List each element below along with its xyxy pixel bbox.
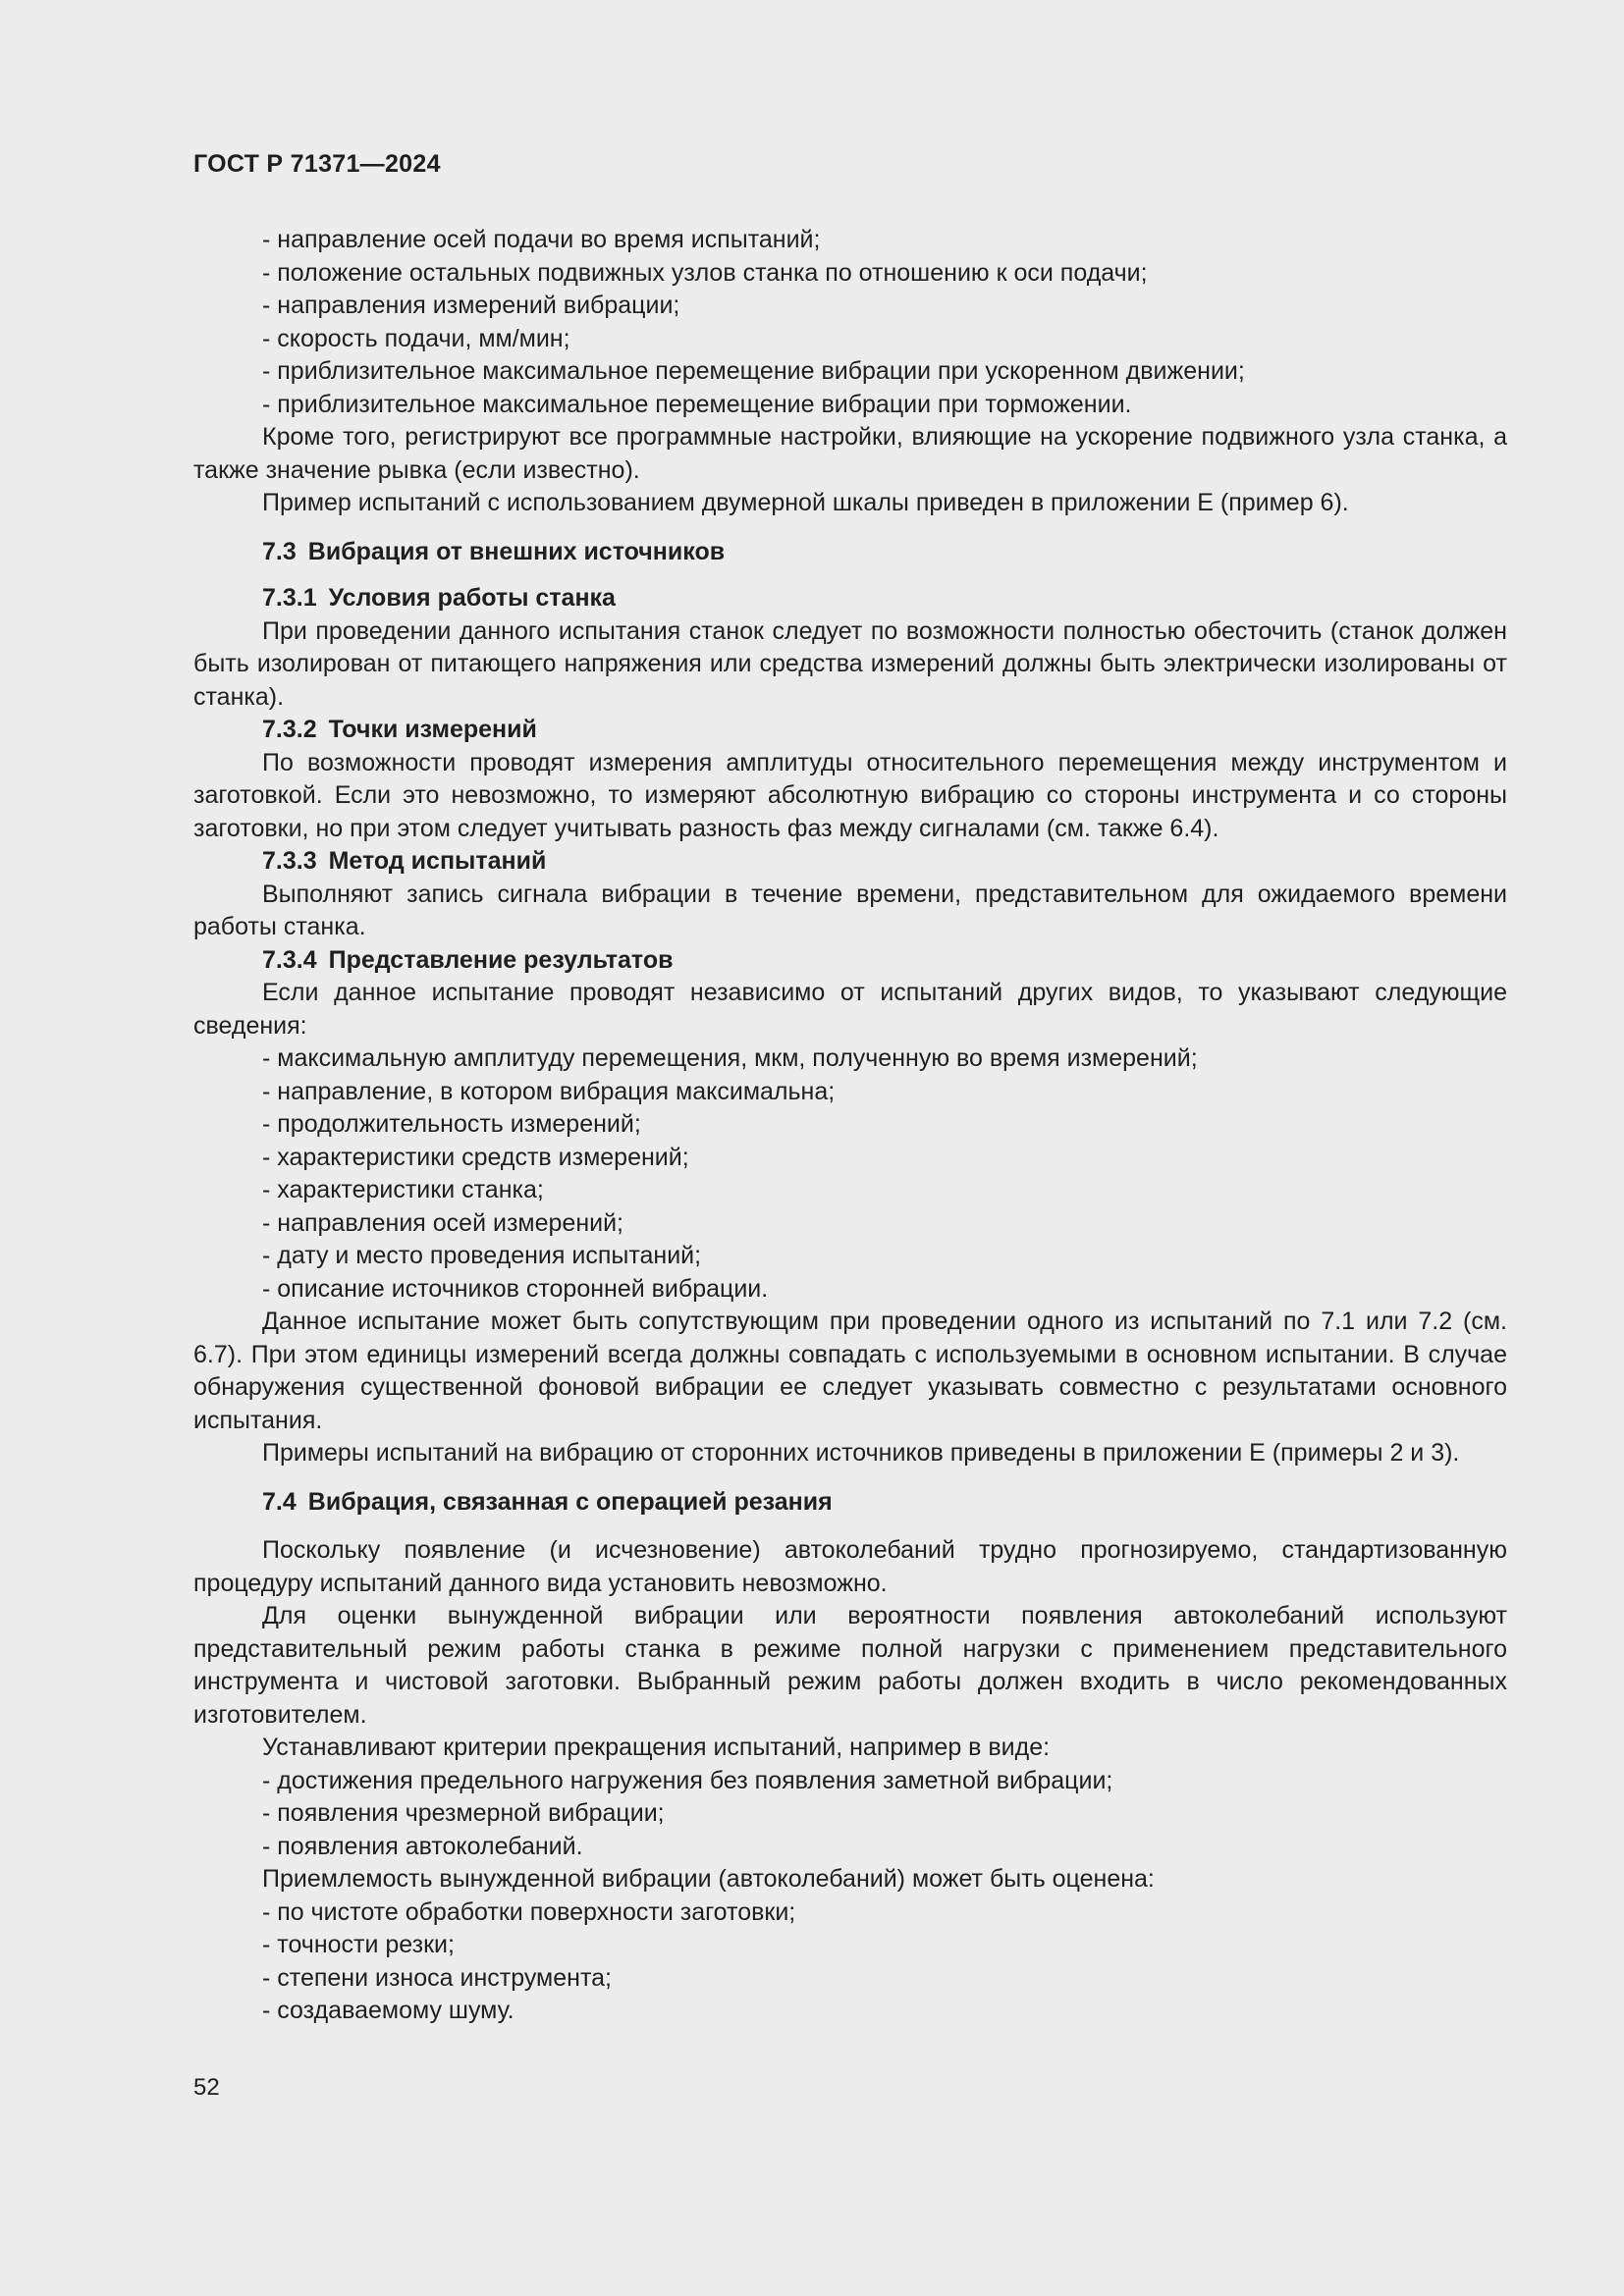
list-item: - по чистоте обработки поверхности заготовки; bbox=[262, 1897, 796, 1926]
section-heading-7-3-3 bbox=[193, 845, 1507, 879]
list-item: - продолжительность измерений; bbox=[262, 1110, 641, 1138]
list-item: - достижения предельного нагружения без появления заметной вибрации; bbox=[262, 1766, 1113, 1794]
section-heading-7-3 bbox=[193, 536, 1507, 569]
list-item: - направление, в котором вибрация максимальна; bbox=[262, 1077, 836, 1105]
section-number: 7.3 bbox=[262, 537, 297, 565]
list-item: - положение остальных подвижных узлов станка по отношению к оси подачи; bbox=[262, 258, 1148, 287]
list-item: - описание источников сторонней вибрации. bbox=[262, 1274, 769, 1303]
paragraph: Данное испытание может быть сопутствующим при проведении одного из испытаний по 7.1 или 7.2 (см. 6.7). При этом единицы измерений всегда должны совпадать с используемыми в основном испытании. В случае обнаружения существенной фоновой вибрации ее следует указывать совместно с результатами основного испытания. bbox=[193, 1308, 1507, 1434]
list-item: - приблизительное максимальное перемещение вибрации при торможении. bbox=[262, 390, 1132, 418]
paragraph: Пример испытаний с использованием двумерной шкалы приведен в приложении Е (пример 6). bbox=[262, 489, 1349, 516]
list-item: - скорость подачи, мм/мин; bbox=[262, 324, 570, 352]
section-title: Вибрация, связанная с операцией резания bbox=[307, 1487, 833, 1516]
paragraph: Для оценки вынужденной вибрации или вероятности появления автоколебаний используют представительный режим работы станка в режиме полной нагрузки с применением представительного инструмента и чистовой заготовки. Выбранный режим работы должен входить в число рекомендованных изготовителем. bbox=[193, 1602, 1507, 1729]
section-title: Представление результатов bbox=[328, 945, 674, 974]
section-number: 7.3.4 bbox=[262, 945, 317, 974]
list-item: - характеристики средств измерений; bbox=[262, 1143, 689, 1171]
list-item: - создаваемому шуму. bbox=[262, 1997, 514, 2024]
list-item: - направление осей подачи во время испытаний; bbox=[262, 226, 821, 253]
list-item: - дату и место проведения испытаний; bbox=[262, 1242, 702, 1269]
list-item: - появления автоколебаний. bbox=[262, 1832, 583, 1860]
document-header: ГОСТ Р 71371—2024 bbox=[193, 150, 441, 178]
section-heading-7-4 bbox=[193, 1486, 1507, 1520]
document-body bbox=[193, 224, 1507, 2028]
section-heading-7-3-4 bbox=[193, 944, 1507, 978]
list-item: - приблизительное максимальное перемещение вибрации при ускоренном движении; bbox=[262, 357, 1245, 385]
paragraph: При проведении данного испытания станок следует по возможности полностью обесточить (станок должен быть изолирован от питающего напряжения или средства измерений должны быть электрически изолированы от станка). bbox=[193, 616, 1507, 711]
list-item: - появления чрезмерной вибрации; bbox=[262, 1799, 665, 1827]
list-item: - характеристики станка; bbox=[262, 1176, 544, 1203]
page-number: 52 bbox=[193, 2074, 220, 2101]
paragraph: Поскольку появление (и исчезновение) автоколебаний трудно прогнозируемо, стандартизованную процедуру испытаний данного вида установить невозможно. bbox=[193, 1536, 1507, 1597]
section-heading-7-3-1 bbox=[193, 582, 1507, 615]
section-number: 7.3.3 bbox=[262, 847, 317, 875]
paragraph: Примеры испытаний на вибрацию от сторонних источников приведены в приложении Е (примеры 2 и 3). bbox=[262, 1439, 1460, 1467]
list-item: - максимальную амплитуду перемещения, мкм, полученную во время измерений; bbox=[262, 1044, 1198, 1072]
paragraph: Кроме того, регистрируют все программные настройки, влияющие на ускорение подвижного узла станка, а также значение рывка (если известно). bbox=[193, 423, 1507, 484]
section-title: Вибрация от внешних источников bbox=[307, 537, 726, 565]
list-item: - направления осей измерений; bbox=[262, 1208, 624, 1237]
section-number: 7.4 bbox=[262, 1487, 297, 1516]
list-item: - степени износа инструмента; bbox=[262, 1963, 612, 1992]
paragraph: Приемлемость вынужденной вибрации (автоколебаний) может быть оценена: bbox=[262, 1865, 1155, 1893]
paragraph: Если данное испытание проводят независимо от испытаний других видов, то указывают следующие сведения: bbox=[193, 979, 1507, 1040]
section-title: Условия работы станка bbox=[328, 584, 616, 612]
list-item: - точности резки; bbox=[262, 1931, 455, 1958]
section-number: 7.3.2 bbox=[262, 716, 317, 743]
paragraph: Выполняют запись сигнала вибрации в течение времени, представительном для ожидаемого времени работы станка. bbox=[193, 880, 1507, 940]
list-item: - направления измерений вибрации; bbox=[262, 292, 680, 319]
section-number: 7.3.1 bbox=[262, 584, 317, 612]
section-title: Точки измерений bbox=[328, 716, 537, 743]
section-heading-7-3-2 bbox=[193, 714, 1507, 747]
paragraph: Устанавливают критерии прекращения испытаний, например в виде: bbox=[262, 1734, 1051, 1761]
section-title: Метод испытаний bbox=[328, 847, 547, 875]
paragraph: По возможности проводят измерения амплитуды относительного перемещения между инструментом и заготовкой. Если это невозможно, то измеряют абсолютную вибрацию со стороны инструмента и со стороны заготовки, но при этом следует учитывать разность фаз между сигналами (см. также 6.4). bbox=[193, 748, 1507, 842]
